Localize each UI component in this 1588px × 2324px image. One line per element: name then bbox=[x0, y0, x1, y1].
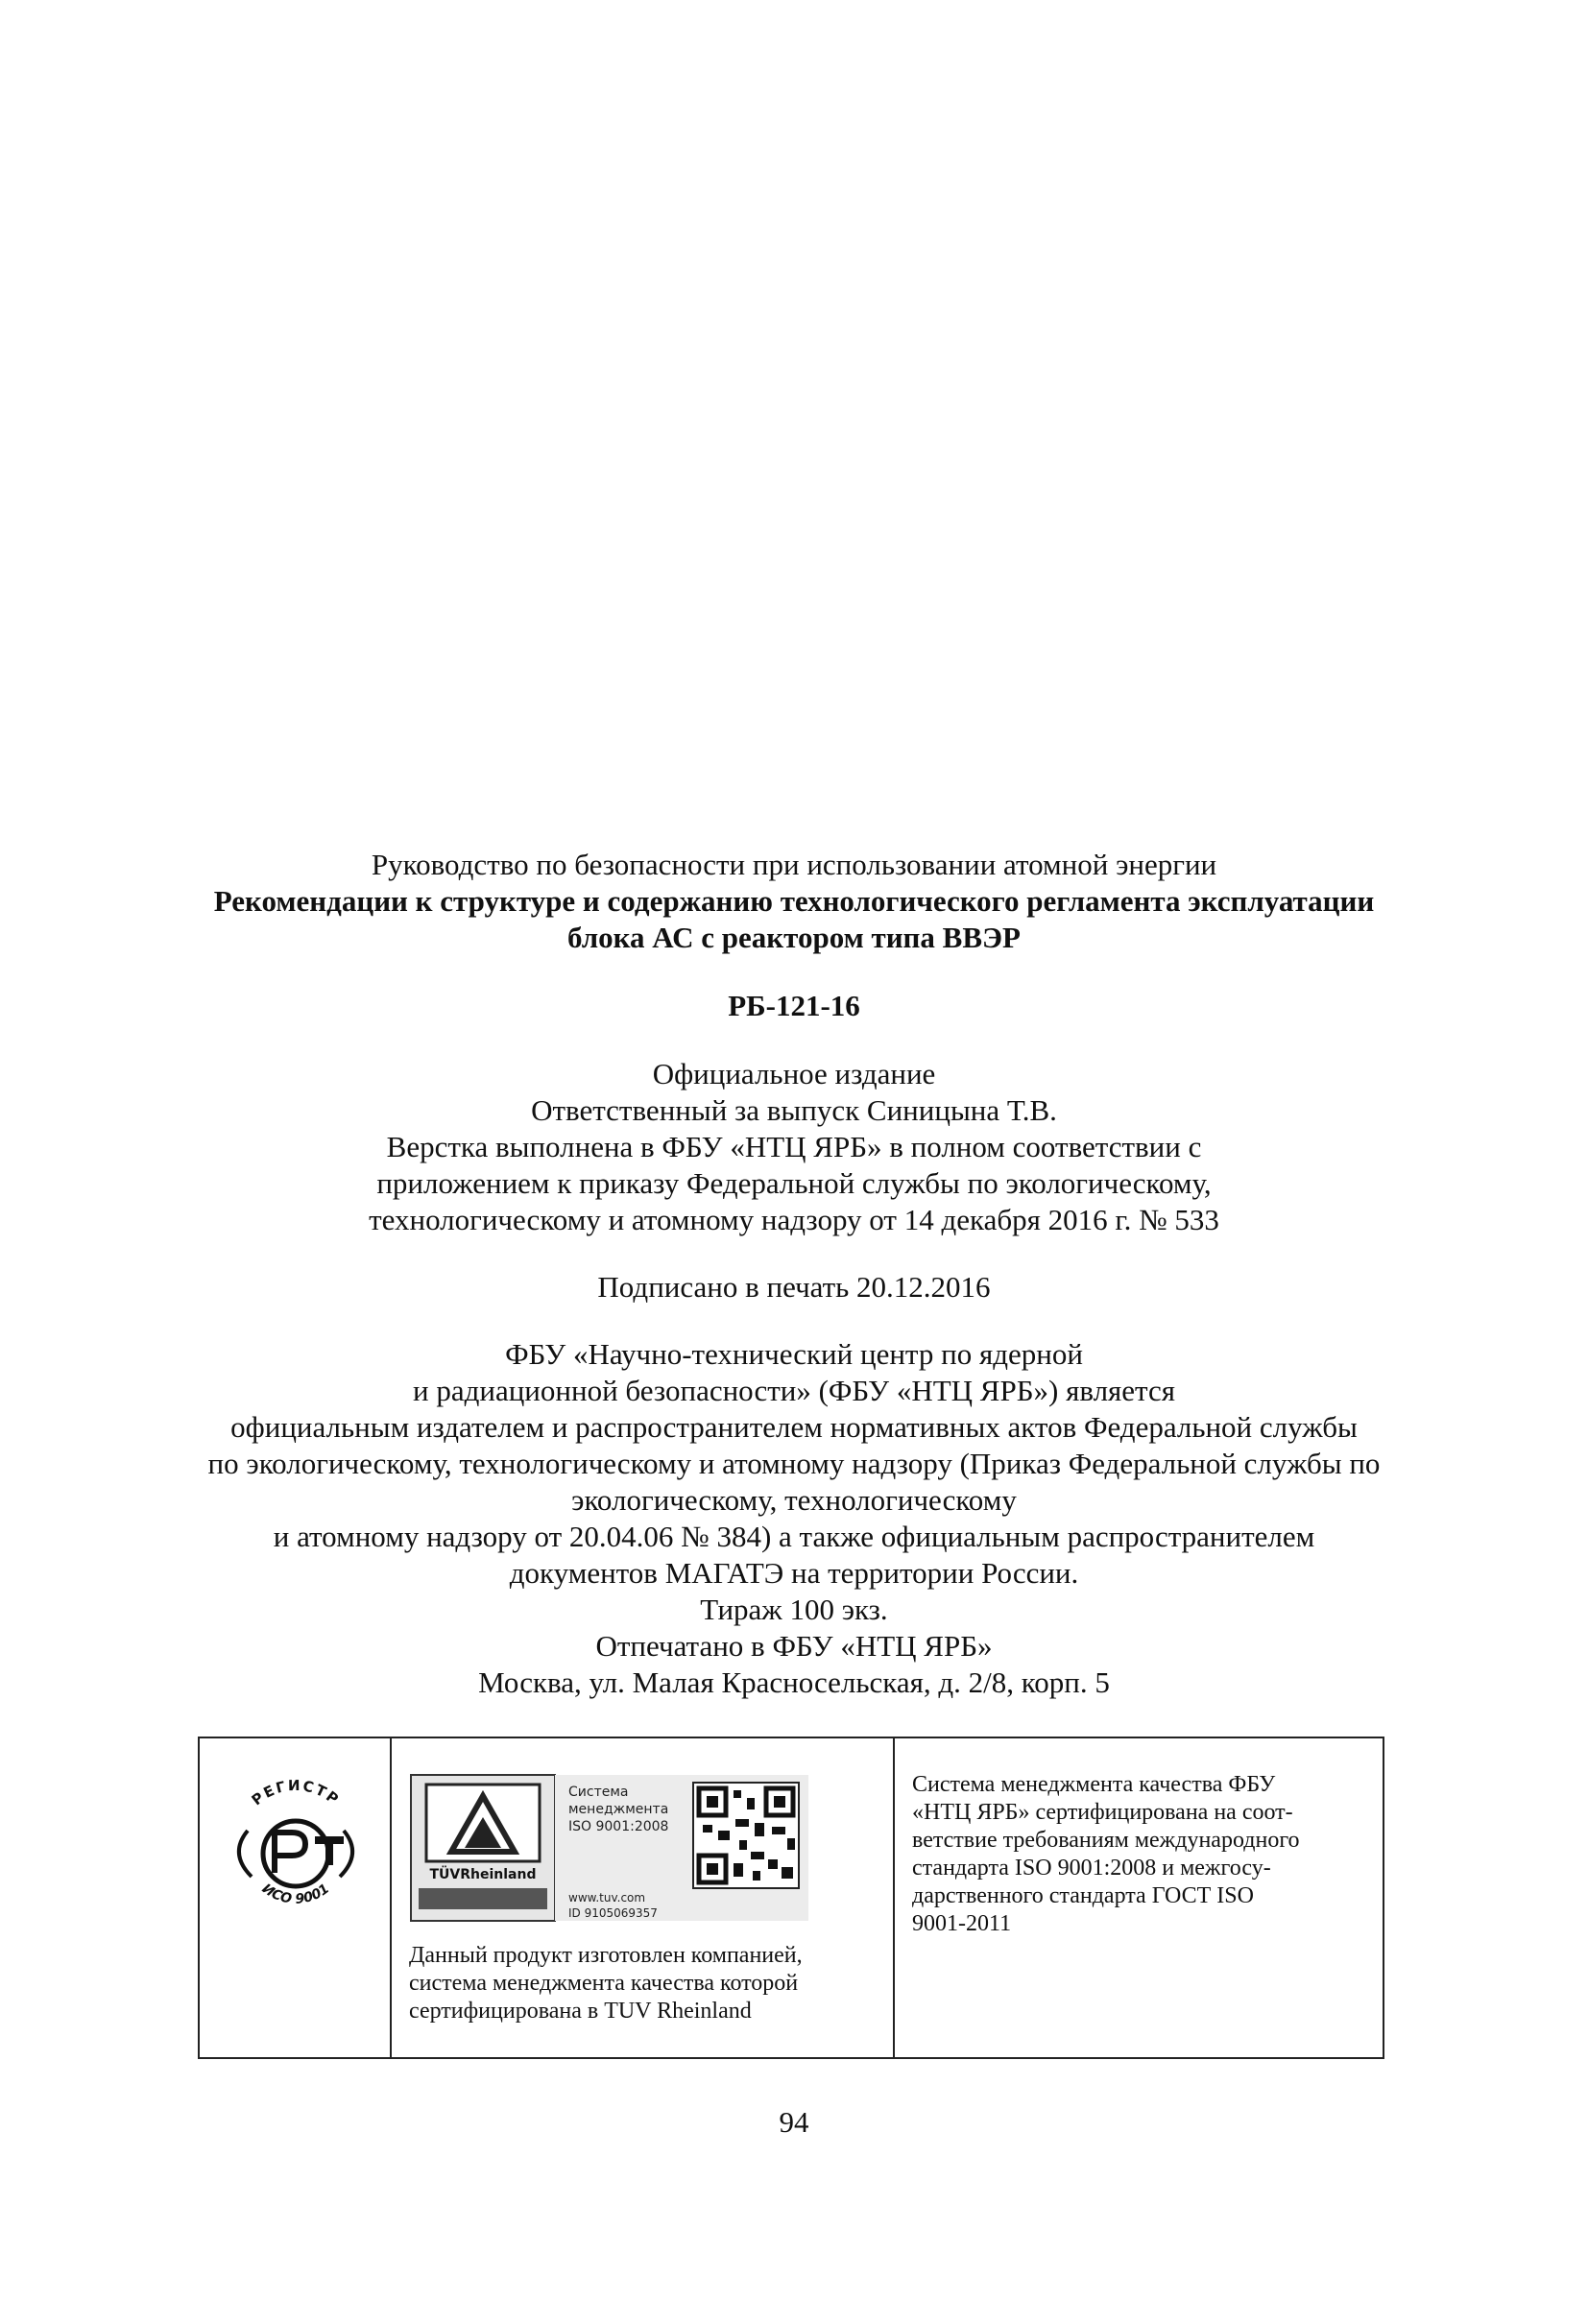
edition-line-5: технологическому и атомному надзору от 14 декабря 2016 г. № 533 bbox=[369, 1203, 1219, 1236]
qms-line-3: ветствие требованиям международного bbox=[912, 1828, 1300, 1853]
printed-at: Отпечатано в ФБУ «НТЦ ЯРБ» bbox=[595, 1629, 993, 1663]
qms-line-6: 9001-2011 bbox=[912, 1911, 1012, 1936]
tuv-cell bbox=[392, 1738, 895, 2057]
edition-line-1: Официальное издание bbox=[652, 1057, 936, 1090]
qms-certification-text bbox=[912, 1771, 1373, 1938]
publisher-line-5: экологическому, технологическому bbox=[571, 1483, 1017, 1517]
svg-text:РЕГИСТР bbox=[249, 1777, 344, 1809]
edition-info bbox=[0, 1056, 1588, 1238]
doc-title-line-1: Рекомендации к структуре и содержанию технологического регламента эксплуатации bbox=[213, 884, 1375, 918]
doc-title-line-2: блока АС с реактором типа ВВЭР bbox=[567, 921, 1021, 954]
tuv-caption-line-2: система менеджмента качества которой bbox=[409, 1971, 799, 1996]
publisher-line-7: документов МАГАТЭ на территории России. bbox=[509, 1556, 1079, 1590]
qms-line-1: Система менеджмента качества ФБУ bbox=[912, 1772, 1276, 1797]
signed-date: Подписано в печать 20.12.2016 bbox=[597, 1270, 991, 1304]
qms-line-5: дарственного стандарта ГОСТ ISO bbox=[912, 1883, 1254, 1908]
doc-code: РБ-121-16 bbox=[728, 989, 860, 1022]
edition-line-4: приложением к приказу Федеральной службы по экологическому, bbox=[376, 1166, 1212, 1200]
qr-code-icon bbox=[693, 1783, 799, 1888]
publisher-line-2: и радиационной безопасности» (ФБУ «НТЦ ЯРБ») является bbox=[413, 1374, 1175, 1407]
qms-line-2: «НТЦ ЯРБ» сертифицирована на соот- bbox=[912, 1800, 1293, 1825]
publisher-line-4: по экологическому, технологическому и атомному надзору (Приказ Федеральной службы по bbox=[207, 1447, 1381, 1480]
tuv-mgmt-line-1: Система bbox=[568, 1785, 629, 1800]
tuv-rheinland-badge bbox=[409, 1771, 810, 1925]
qms-cell bbox=[895, 1738, 1383, 2057]
tuv-rheinland-logo-icon bbox=[419, 1785, 547, 1909]
qms-line-4: стандарта ISO 9001:2008 и межгосу- bbox=[912, 1856, 1271, 1881]
edition-line-3: Верстка выполнена в ФБУ «НТЦ ЯРБ» в полном соответствии с bbox=[386, 1130, 1202, 1163]
tuv-brand: TÜVRheinland bbox=[429, 1867, 537, 1882]
tuv-id: ID 9105069357 bbox=[568, 1906, 658, 1920]
certification-table bbox=[198, 1737, 1384, 2059]
print-run: Тираж 100 экз. bbox=[700, 1593, 888, 1626]
printer-address: Москва, ул. Малая Красносельская, д. 2/8, корп. 5 bbox=[478, 1665, 1110, 1699]
tuv-web: www.tuv.com bbox=[568, 1891, 646, 1905]
tuv-caption-line-1: Данный продукт изготовлен компанией, bbox=[409, 1943, 803, 1968]
publisher-line-3: официальным издателем и распространителем нормативных актов Федеральной службы bbox=[230, 1410, 1358, 1444]
page-number: 94 bbox=[779, 2105, 809, 2139]
rst-cell bbox=[200, 1738, 392, 2057]
rst-registr-logo-icon bbox=[219, 1777, 373, 1921]
publisher-info bbox=[0, 1336, 1588, 1701]
tuv-mgmt-line-3: ISO 9001:2008 bbox=[568, 1819, 669, 1834]
tuv-mgmt-line-2: менеджмента bbox=[568, 1802, 669, 1817]
rst-text-top: РЕГИСТР bbox=[248, 1777, 344, 1809]
publisher-line-1: ФБУ «Научно-технический центр по ядерной bbox=[505, 1337, 1083, 1371]
tuv-caption bbox=[409, 1942, 879, 2025]
tuv-caption-line-3: сертифицирована в TUV Rheinland bbox=[409, 1999, 752, 2024]
series-title: Руководство по безопасности при использовании атомной энергии bbox=[371, 848, 1217, 881]
edition-line-2: Ответственный за выпуск Синицына Т.В. bbox=[531, 1093, 1057, 1127]
document-header bbox=[0, 847, 1588, 956]
publisher-line-6: и атомному надзору от 20.04.06 № 384) а также официальным распространителем bbox=[273, 1520, 1315, 1553]
rst-text-bottom: ИСО 9001 bbox=[258, 1881, 333, 1907]
